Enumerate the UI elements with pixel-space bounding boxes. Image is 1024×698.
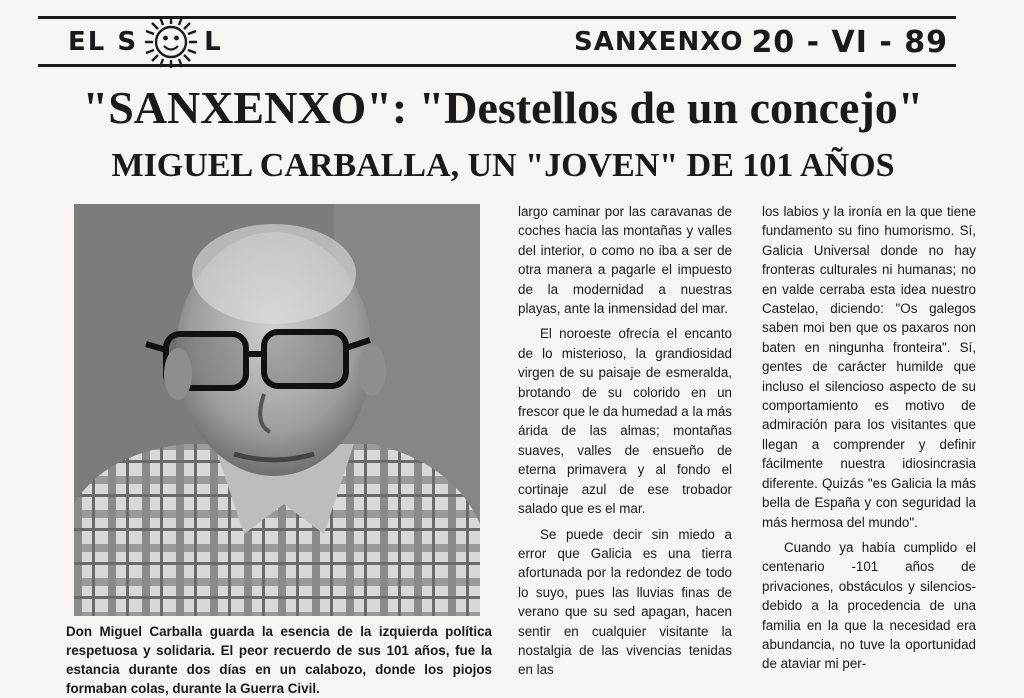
column2-paragraph-2: Cuando ya había cumplido el centenario -101 años de privaciones, obstáculos y silencios- debido a la procedencia de una familia en la que la necesidad era abundancia, no tuve la oportunidad de ataviar mi per- [762,539,976,672]
article-column-1 [518,202,732,680]
masthead-place: SANXENXO [574,27,744,57]
photo-caption: Don Miguel Carballa guarda la esencia de la izquierda política respetuosa y solidaria. El peor recuerdo de sus 101 años, fue la estancia durante dos días en un calabozo, donde los piojos formaban colas, durante la Guerra Civil. [66,624,492,696]
masthead-date: 20 - VI - 89 [751,24,948,60]
masthead-logo [68,22,223,62]
column1-paragraph-3: Se puede decir sin miedo a error que Galicia es una tierra afortunada por la redondez de todo lo suyo, pues las lluvias finas de verano que su sed apagan, hacen sentir en cualquier visitante la nostalgia de las vivencias tenidas en las [518,526,732,678]
masthead-logo-suffix: L [204,27,223,57]
masthead-logo-prefix: EL S [68,27,139,57]
portrait-photo-icon [74,204,480,616]
column1-paragraph-1: largo caminar por las caravanas de coches hacia las montañas y valles del interior, o como no iba a ser de otra manera a pagarle el impuesto de la modernidad a nuestras playas, ante la inmensidad del mar. [518,204,732,317]
column1-paragraph-2: El noroeste ofrecía el encanto de lo misterioso, la grandiosidad virgen de su paisaje de esmeralda, brotando de su colorido en un frescor que le da humedad a la más árida de las almas; montañas suaves, valles de ensueño de eterna primavera y al fondo el cortinaje azul de ese trobador salado que es el mar. [518,326,732,517]
article-column-2 [762,202,976,674]
subheadline: MIGUEL CARBALLA, UN "JOVEN" DE 101 AÑOS [111,147,895,184]
headline: "SANXENXO": "Destellos de un concejo" [82,82,924,133]
masthead-dateline [574,22,948,62]
column2-paragraph-1: los labios y la ironía en la que tiene fundamento su fino humorismo. Sí, Galicia Universal donde no hay fronteras culturales ni humanas; no en valde cerraba esta idea nuestro Castelao, diciendo: "Os galegos saben moi ben que os paxaros non baten en ningunha fronteira". Sí, gentes de carácter humilde que incluso el silencioso aspecto de su comportamiento es motivo de admiración para los visitantes que llegan a comprender y definir fácilmente nuestra idiosincrasia diferente. Quizás "es Galicia la más bella de España y con seguridad la más hermosa del mundo". [762,204,976,530]
masthead-rule-bottom [38,64,956,67]
portrait-photo [74,204,480,616]
sun-face-icon [142,13,200,71]
